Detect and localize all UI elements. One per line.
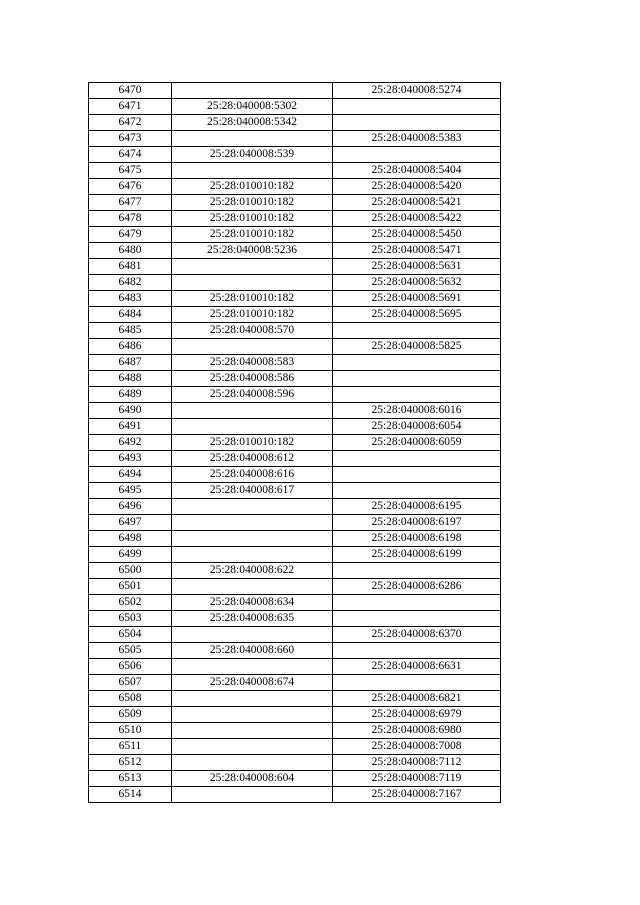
row-number-cell: 6481 xyxy=(89,259,172,275)
row-number-cell: 6473 xyxy=(89,131,172,147)
row-number-cell: 6509 xyxy=(89,707,172,723)
table-row xyxy=(89,723,501,739)
row-number-cell: 6485 xyxy=(89,323,172,339)
cadastral-number-a-cell: 25:28:040008:674 xyxy=(172,675,333,691)
cadastral-number-b-cell: 25:28:040008:6980 xyxy=(333,723,501,739)
cadastral-number-a-cell xyxy=(172,787,333,803)
row-number-cell: 6487 xyxy=(89,355,172,371)
row-number-cell: 6471 xyxy=(89,99,172,115)
cadastral-number-b-cell: 25:28:040008:7112 xyxy=(333,755,501,771)
row-number-cell: 6472 xyxy=(89,115,172,131)
row-number-cell: 6500 xyxy=(89,563,172,579)
table-row xyxy=(89,99,501,115)
cadastral-number-a-cell: 25:28:040008:604 xyxy=(172,771,333,787)
table-row xyxy=(89,627,501,643)
table-row xyxy=(89,579,501,595)
cadastral-number-a-cell: 25:28:040008:612 xyxy=(172,451,333,467)
row-number-cell: 6484 xyxy=(89,307,172,323)
table-row xyxy=(89,115,501,131)
row-number-cell: 6502 xyxy=(89,595,172,611)
cadastral-number-b-cell xyxy=(333,387,501,403)
row-number-cell: 6475 xyxy=(89,163,172,179)
table-row xyxy=(89,179,501,195)
cadastral-number-b-cell: 25:28:040008:6059 xyxy=(333,435,501,451)
row-number-cell: 6498 xyxy=(89,531,172,547)
cadastral-number-a-cell: 25:28:040008:635 xyxy=(172,611,333,627)
cadastral-number-a-cell: 25:28:040008:5236 xyxy=(172,243,333,259)
cadastral-number-a-cell xyxy=(172,531,333,547)
cadastral-number-a-cell: 25:28:040008:583 xyxy=(172,355,333,371)
cadastral-number-a-cell: 25:28:010010:182 xyxy=(172,179,333,195)
cadastral-number-b-cell: 25:28:040008:5632 xyxy=(333,275,501,291)
cadastral-number-a-cell: 25:28:040008:617 xyxy=(172,483,333,499)
cadastral-number-a-cell xyxy=(172,403,333,419)
cadastral-number-b-cell xyxy=(333,147,501,163)
table-row xyxy=(89,211,501,227)
cadastral-number-b-cell: 25:28:040008:5450 xyxy=(333,227,501,243)
table-row xyxy=(89,531,501,547)
table-row xyxy=(89,787,501,803)
table-row xyxy=(89,243,501,259)
cadastral-number-b-cell xyxy=(333,595,501,611)
cadastral-number-b-cell xyxy=(333,99,501,115)
cadastral-number-a-cell xyxy=(172,547,333,563)
cadastral-number-a-cell: 25:28:040008:570 xyxy=(172,323,333,339)
table-row xyxy=(89,659,501,675)
row-number-cell: 6511 xyxy=(89,739,172,755)
cadastral-number-a-cell: 25:28:010010:182 xyxy=(172,227,333,243)
row-number-cell: 6474 xyxy=(89,147,172,163)
table-row xyxy=(89,499,501,515)
cadastral-number-b-cell xyxy=(333,563,501,579)
row-number-cell: 6496 xyxy=(89,499,172,515)
row-number-cell: 6479 xyxy=(89,227,172,243)
cadastral-number-b-cell: 25:28:040008:7119 xyxy=(333,771,501,787)
row-number-cell: 6478 xyxy=(89,211,172,227)
row-number-cell: 6488 xyxy=(89,371,172,387)
table-row xyxy=(89,387,501,403)
table-row xyxy=(89,467,501,483)
cadastral-number-b-cell xyxy=(333,323,501,339)
table-row xyxy=(89,691,501,707)
cadastral-number-a-cell xyxy=(172,723,333,739)
cadastral-number-b-cell: 25:28:040008:5691 xyxy=(333,291,501,307)
cadastral-number-b-cell xyxy=(333,675,501,691)
cadastral-number-a-cell xyxy=(172,339,333,355)
table-row xyxy=(89,163,501,179)
cadastral-number-b-cell xyxy=(333,643,501,659)
cadastral-number-b-cell: 25:28:040008:6054 xyxy=(333,419,501,435)
cadastral-number-a-cell: 25:28:010010:182 xyxy=(172,291,333,307)
row-number-cell: 6506 xyxy=(89,659,172,675)
cadastral-number-a-cell xyxy=(172,131,333,147)
cadastral-number-b-cell: 25:28:040008:6370 xyxy=(333,627,501,643)
cadastral-number-b-cell: 25:28:040008:5420 xyxy=(333,179,501,195)
cadastral-number-a-cell xyxy=(172,163,333,179)
table-row xyxy=(89,355,501,371)
cadastral-number-b-cell: 25:28:040008:6979 xyxy=(333,707,501,723)
row-number-cell: 6514 xyxy=(89,787,172,803)
row-number-cell: 6501 xyxy=(89,579,172,595)
cadastral-number-a-cell: 25:28:040008:596 xyxy=(172,387,333,403)
cadastral-number-b-cell: 25:28:040008:5631 xyxy=(333,259,501,275)
cadastral-number-b-cell: 25:28:040008:5695 xyxy=(333,307,501,323)
table-row xyxy=(89,563,501,579)
row-number-cell: 6513 xyxy=(89,771,172,787)
row-number-cell: 6489 xyxy=(89,387,172,403)
cadastral-number-a-cell xyxy=(172,659,333,675)
row-number-cell: 6486 xyxy=(89,339,172,355)
cadastral-number-b-cell xyxy=(333,451,501,467)
table-row xyxy=(89,259,501,275)
table-row xyxy=(89,451,501,467)
row-number-cell: 6470 xyxy=(89,83,172,99)
cadastral-number-a-cell xyxy=(172,755,333,771)
cadastral-number-a-cell: 25:28:040008:660 xyxy=(172,643,333,659)
cadastral-number-b-cell: 25:28:040008:5422 xyxy=(333,211,501,227)
cadastral-number-a-cell: 25:28:040008:622 xyxy=(172,563,333,579)
cadastral-number-a-cell: 25:28:040008:5342 xyxy=(172,115,333,131)
cadastral-number-b-cell xyxy=(333,483,501,499)
table-row xyxy=(89,435,501,451)
cadastral-number-b-cell: 25:28:040008:5383 xyxy=(333,131,501,147)
table-row xyxy=(89,371,501,387)
row-number-cell: 6499 xyxy=(89,547,172,563)
table-row xyxy=(89,515,501,531)
table-row xyxy=(89,483,501,499)
table-row xyxy=(89,419,501,435)
row-number-cell: 6507 xyxy=(89,675,172,691)
cadastral-number-b-cell: 25:28:040008:6197 xyxy=(333,515,501,531)
cadastral-number-a-cell: 25:28:040008:539 xyxy=(172,147,333,163)
cadastral-number-a-cell xyxy=(172,739,333,755)
cadastral-number-b-cell: 25:28:040008:6631 xyxy=(333,659,501,675)
cadastral-number-a-cell xyxy=(172,515,333,531)
cadastral-number-a-cell xyxy=(172,499,333,515)
row-number-cell: 6476 xyxy=(89,179,172,195)
cadastral-number-b-cell xyxy=(333,611,501,627)
table-row xyxy=(89,307,501,323)
row-number-cell: 6512 xyxy=(89,755,172,771)
table-row xyxy=(89,643,501,659)
row-number-cell: 6480 xyxy=(89,243,172,259)
cadastral-number-a-cell xyxy=(172,83,333,99)
cadastral-number-a-cell xyxy=(172,707,333,723)
table-row xyxy=(89,771,501,787)
cadastral-number-b-cell: 25:28:040008:6198 xyxy=(333,531,501,547)
table-row xyxy=(89,323,501,339)
table-row xyxy=(89,339,501,355)
table-row xyxy=(89,707,501,723)
row-number-cell: 6505 xyxy=(89,643,172,659)
cadastral-number-a-cell: 25:28:040008:586 xyxy=(172,371,333,387)
cadastral-number-b-cell: 25:28:040008:6195 xyxy=(333,499,501,515)
cadastral-number-b-cell: 25:28:040008:6199 xyxy=(333,547,501,563)
table-row xyxy=(89,611,501,627)
cadastral-number-a-cell: 25:28:040008:634 xyxy=(172,595,333,611)
row-number-cell: 6493 xyxy=(89,451,172,467)
cadastral-number-b-cell: 25:28:040008:5404 xyxy=(333,163,501,179)
table-body xyxy=(89,83,501,803)
table-row xyxy=(89,147,501,163)
cadastral-number-a-cell xyxy=(172,275,333,291)
cadastral-number-b-cell: 25:28:040008:6821 xyxy=(333,691,501,707)
cadastral-number-b-cell xyxy=(333,115,501,131)
cadastral-number-b-cell: 25:28:040008:7167 xyxy=(333,787,501,803)
cadastral-number-a-cell xyxy=(172,579,333,595)
row-number-cell: 6492 xyxy=(89,435,172,451)
cadastral-number-a-cell: 25:28:040008:5302 xyxy=(172,99,333,115)
table-row xyxy=(89,675,501,691)
cadastral-number-b-cell: 25:28:040008:7008 xyxy=(333,739,501,755)
cadastral-number-a-cell xyxy=(172,419,333,435)
row-number-cell: 6491 xyxy=(89,419,172,435)
cadastral-number-b-cell: 25:28:040008:6286 xyxy=(333,579,501,595)
table-row xyxy=(89,275,501,291)
cadastral-number-b-cell xyxy=(333,467,501,483)
table-row xyxy=(89,83,501,99)
row-number-cell: 6504 xyxy=(89,627,172,643)
row-number-cell: 6495 xyxy=(89,483,172,499)
table-row xyxy=(89,547,501,563)
cadastral-number-table xyxy=(88,82,501,803)
row-number-cell: 6494 xyxy=(89,467,172,483)
table-row xyxy=(89,403,501,419)
cadastral-number-b-cell: 25:28:040008:5274 xyxy=(333,83,501,99)
cadastral-number-b-cell xyxy=(333,355,501,371)
row-number-cell: 6508 xyxy=(89,691,172,707)
cadastral-number-a-cell xyxy=(172,691,333,707)
cadastral-number-a-cell: 25:28:010010:182 xyxy=(172,211,333,227)
table-row xyxy=(89,131,501,147)
cadastral-number-b-cell: 25:28:040008:5421 xyxy=(333,195,501,211)
row-number-cell: 6510 xyxy=(89,723,172,739)
cadastral-number-a-cell xyxy=(172,627,333,643)
row-number-cell: 6497 xyxy=(89,515,172,531)
table-row xyxy=(89,739,501,755)
table-row xyxy=(89,195,501,211)
table-row xyxy=(89,227,501,243)
row-number-cell: 6477 xyxy=(89,195,172,211)
cadastral-number-b-cell: 25:28:040008:5471 xyxy=(333,243,501,259)
cadastral-number-a-cell xyxy=(172,259,333,275)
row-number-cell: 6490 xyxy=(89,403,172,419)
row-number-cell: 6503 xyxy=(89,611,172,627)
cadastral-number-a-cell: 25:28:010010:182 xyxy=(172,307,333,323)
table-row xyxy=(89,291,501,307)
cadastral-number-a-cell: 25:28:010010:182 xyxy=(172,435,333,451)
cadastral-number-a-cell: 25:28:010010:182 xyxy=(172,195,333,211)
table-row xyxy=(89,595,501,611)
row-number-cell: 6482 xyxy=(89,275,172,291)
cadastral-number-b-cell xyxy=(333,371,501,387)
cadastral-number-b-cell: 25:28:040008:5825 xyxy=(333,339,501,355)
row-number-cell: 6483 xyxy=(89,291,172,307)
cadastral-number-a-cell: 25:28:040008:616 xyxy=(172,467,333,483)
cadastral-number-b-cell: 25:28:040008:6016 xyxy=(333,403,501,419)
table-row xyxy=(89,755,501,771)
